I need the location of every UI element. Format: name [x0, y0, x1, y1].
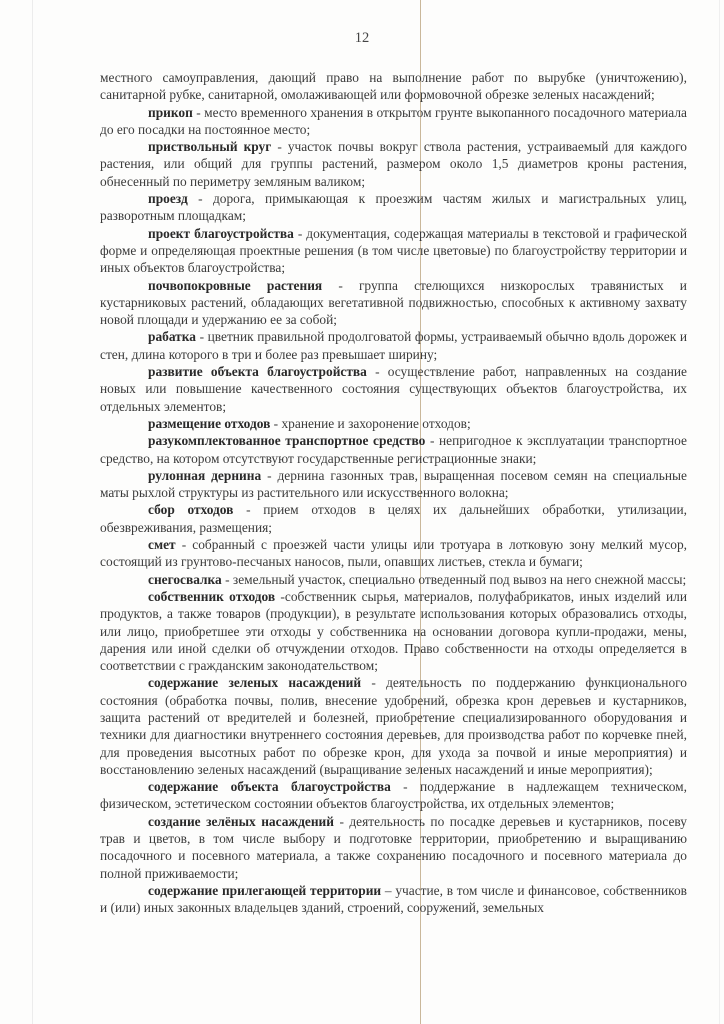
definition-paragraph	[100, 536, 687, 571]
definition-paragraph	[100, 190, 687, 225]
definition-text: - дорога, примыкающая к проезжим частям жилых и магистральных улиц, разворотным площадкам;	[100, 191, 687, 224]
definition-term: рабатка	[148, 329, 196, 345]
definition-paragraph	[100, 415, 687, 432]
definition-text: - хранение и захоронение отходов;	[270, 415, 471, 431]
definition-term: приствольный круг	[148, 139, 272, 155]
definition-paragraph	[100, 138, 687, 190]
document-body	[100, 69, 687, 917]
definition-paragraph	[100, 277, 687, 329]
definition-text: - собранный с проезжей части улицы или тротуара в лотковую зону мелкий мусор, состоящий из грунтово-песчаных наносов, пыли, опавших листьев, стекла и бумаги;	[100, 537, 687, 570]
definition-term: смет	[148, 537, 176, 553]
definitions-list	[100, 104, 687, 917]
definition-paragraph	[100, 432, 687, 467]
definition-text: - участок почвы вокруг ствола растения, устраиваемый для каждого растения, или общий для группы растений, размером около 1,5 диаметров кроны растения, обнесенный по периметру земляным валиком;	[100, 139, 687, 189]
definition-term: разукомплектованное транспортное средство	[148, 433, 426, 449]
definition-term: содержание объекта благоустройства	[148, 779, 391, 795]
definition-text: - дернина газонных трав, выращенная посевом семян на специальные маты рыхлой структуры из растительного или искусственного волокна;	[100, 467, 687, 501]
definition-paragraph	[100, 467, 687, 502]
definition-paragraph	[100, 104, 687, 139]
definition-text: – участие, в том числе и финансовое, собственников и (или) иных законных владельцев зданий, строений, сооружений, земельных	[100, 882, 687, 916]
page-number: 12	[354, 30, 370, 46]
definition-paragraph	[100, 501, 687, 536]
definition-term: собственник отходов	[148, 588, 276, 604]
definition-text: - осуществление работ, направленных на создание новых или повышение качественного состояния существующих объектов благоустройства, их отдельных элементов;	[100, 364, 687, 414]
definition-paragraph	[100, 674, 687, 778]
definition-text: - цветник правильной продолговатой формы, устраиваемый обычно вдоль дорожек и стен, длина которого в три и более раз превышает ширину;	[100, 329, 687, 362]
definition-text: - место временного хранения в открытом грунте выкопанного посадочного материала до его посадки на постоянное место;	[100, 104, 687, 137]
definition-paragraph	[100, 882, 687, 917]
definition-paragraph	[100, 225, 687, 277]
definition-paragraph	[100, 363, 687, 415]
definition-text: - непригодное к эксплуатации транспортное средство, на котором отсутствуют государственные регистрационные знаки;	[100, 433, 687, 466]
definition-text: - земельный участок, специально отведенный под вывоз на него снежной массы;	[221, 571, 687, 587]
definition-paragraph	[100, 588, 687, 674]
definition-term: проезд	[148, 191, 188, 207]
definition-paragraph	[100, 571, 687, 588]
definition-term: прикоп	[148, 104, 193, 120]
scan-edge-right	[719, 0, 720, 1024]
definition-text: - прием отходов в целях их дальнейших обработки, утилизации, обезвреживания, размещения;	[100, 502, 687, 535]
definition-term: рулонная дернина	[148, 467, 262, 483]
definition-text: -собственник сырья, материалов, полуфабрикатов, иных изделий или продуктов, а также товаров (продукции), в результате использования которых образовались отходы, или лицо, приобретшее эти отходы у собственника на основании договора купли-продажи, мены, дарения или иной сделки об отчуждении отходов. Право собственности на отходы определяется в соответствии с гражданским законодательством;	[100, 588, 688, 674]
definition-text: - документация, содержащая материалы в текстовой и графической форме и определяющая проектные решения (в том числе цветовые) по благоустройству территории и иных объектов благоустройства;	[100, 225, 687, 276]
definition-term: содержание прилегающей территории	[148, 882, 382, 898]
definition-term: снегосвалка	[148, 571, 222, 587]
definition-paragraph	[100, 778, 687, 813]
definition-paragraph	[100, 328, 687, 363]
definition-term: почвопокровные растения	[148, 277, 323, 293]
definition-text: - деятельность по поддержанию функционального состояния (обработка почвы, полив, внесение удобрений, обрезка крон деревьев и кустарников, защита растений от вредителей и болезней, приобретение специализированного оборудования и техники для диагностики внутреннего состояния деревьев, для производства работ по корчевке пней, для проведения высотных работ по обрезке крон, для ухода за почвой и иные мероприятия) и восстановлению зеленых насаждений (выращивание зеленых насаждений и иные мероприятия);	[100, 675, 687, 777]
definition-term: создание зелёных насаждений	[148, 813, 334, 829]
scan-edge-left	[32, 0, 33, 1024]
definition-text: - деятельность по посадке деревьев и кустарников, посеву трав и цветов, в том числе выбору и подготовке территории, приобретению и выращиванию посадочного и посевного материала, а также сохранению посадочного и посевного материала до полной приживаемости;	[100, 813, 687, 881]
definition-term: содержание зеленых насаждений	[148, 675, 362, 691]
continuation-paragraph: местного самоуправления, дающий право на выполнение работ по вырубке (уничтожению), санитарной рубке, санитарной, омолаживающей или формовочной обрезке зеленых насаждений;	[100, 70, 687, 103]
definition-term: развитие объекта благоустройства	[148, 364, 367, 380]
definition-term: проект благоустройства	[148, 225, 294, 241]
definition-text: - поддержание в надлежащем техническом, физическом, эстетическом состоянии объектов благоустройства, их отдельных элементов;	[100, 779, 687, 812]
definition-text: - группа стелющихся низкорослых травянистых и кустарниковых растений, обладающих вегетативной подвижностью, способных к активному захвату новой площади и удержанию ее за собой;	[100, 277, 687, 328]
definition-term: размещение отходов	[148, 415, 271, 431]
definition-term: сбор отходов	[148, 502, 234, 518]
definition-paragraph	[100, 813, 687, 882]
